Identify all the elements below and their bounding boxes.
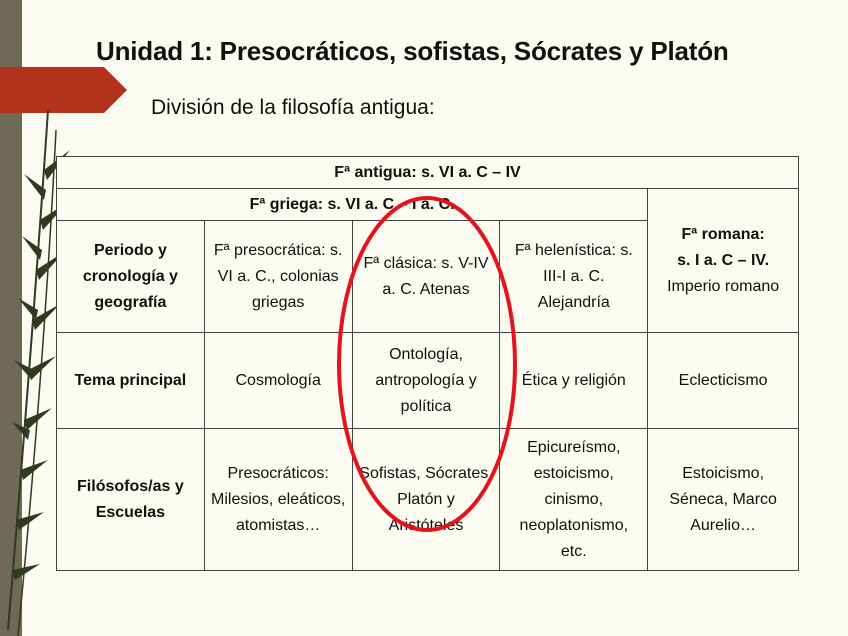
cell-helenistica-tema: Ética y religión xyxy=(500,333,648,429)
cell-romana-tema: Eclecticismo xyxy=(648,333,799,429)
cell-clasica-tema: Ontología, antropología y política xyxy=(352,333,500,429)
header-antigua: Fª antigua: s. VI a. C – IV xyxy=(57,157,799,189)
cell-clasica-periodo: Fª clásica: s. V-IV a. C. Atenas xyxy=(352,221,500,333)
romana-cell xyxy=(648,189,799,333)
table-row xyxy=(57,189,799,221)
row-label-tema: Tema principal xyxy=(57,333,205,429)
romana-dates: s. I a. C – IV. xyxy=(677,251,770,269)
row-label-periodo: Periodo y cronología y geografía xyxy=(57,221,205,333)
row-label-filosofos: Filósofos/as y Escuelas xyxy=(57,429,205,571)
cell-romana-filosofos: Estoicismo, Séneca, Marco Aurelio… xyxy=(648,429,799,571)
cell-presocratica-periodo: Fª presocrática: s. VI a. C., colonias griegas xyxy=(204,221,352,333)
romana-place: Imperio romano xyxy=(667,277,780,295)
cell-presocratica-filosofos: Presocráticos: Milesios, eleáticos, atomistas… xyxy=(204,429,352,571)
romana-title: Fª romana: xyxy=(681,225,765,243)
slide-subtitle: División de la filosofía antigua: xyxy=(151,96,435,119)
cell-helenistica-periodo: Fª helenística: s. III-I a. C. Alejandría xyxy=(500,221,648,333)
cell-presocratica-tema: Cosmología xyxy=(204,333,352,429)
table-row xyxy=(57,333,799,429)
slide-title: Unidad 1: Presocráticos, sofistas, Sócrates y Platón xyxy=(96,36,729,66)
header-griega: Fª griega: s. VI a. C – I a. C. xyxy=(57,189,648,221)
cell-helenistica-filosofos: Epicureísmo, estoicismo, cinismo, neoplatonismo, etc. xyxy=(500,429,648,571)
table-row xyxy=(57,157,799,189)
philosophy-division-table xyxy=(56,156,799,571)
red-accent-tab xyxy=(0,67,127,113)
table-row xyxy=(57,429,799,571)
cell-clasica-filosofos: Sofistas, Sócrates, Platón y Aristóteles xyxy=(352,429,500,571)
